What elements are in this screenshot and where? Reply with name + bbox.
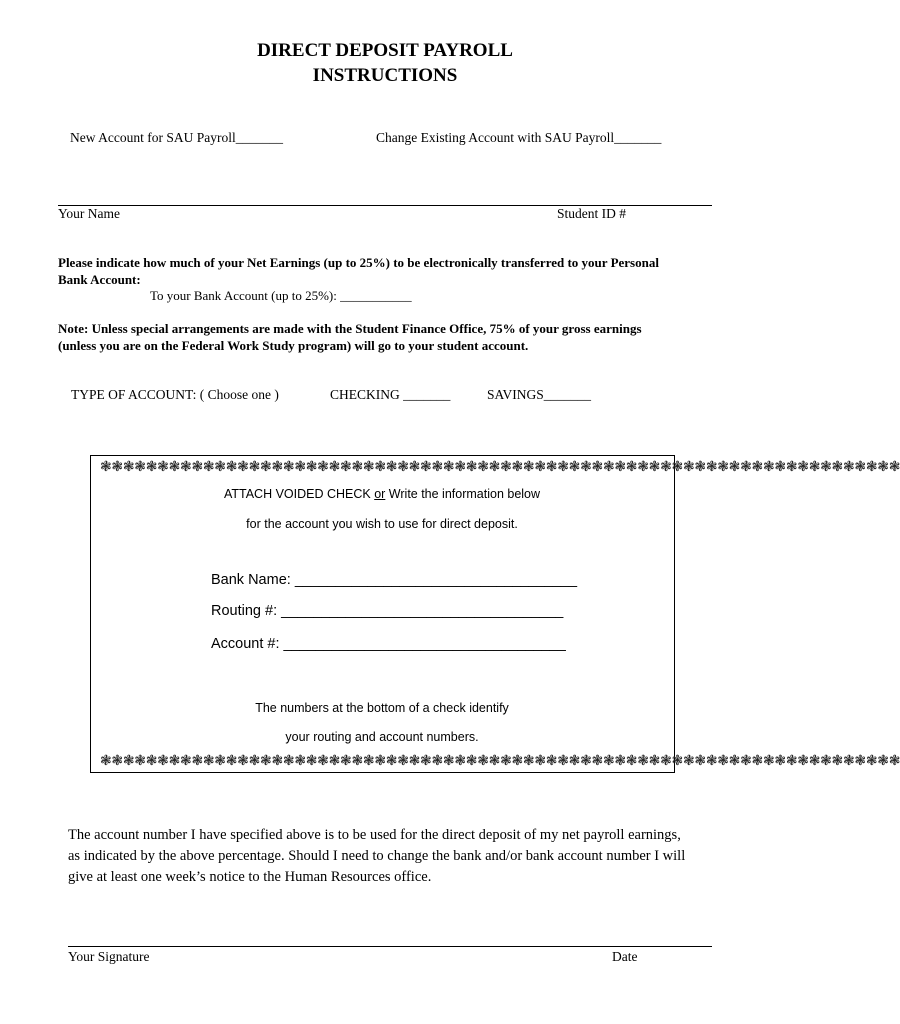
attach-instruction-line1 xyxy=(91,487,673,501)
authorization-line1: The account number I have specified above is to be used for the direct deposit of my net payroll earnings, xyxy=(68,827,681,843)
your-name-label: Your Name xyxy=(58,206,121,221)
note-line1: Note: Unless special arrangements are made with the Student Finance Office, 75% of your gross earnings xyxy=(58,321,642,336)
attach-prefix: ATTACH VOIDED CHECK xyxy=(223,487,375,501)
routing-number-field[interactable]: Routing #: ___________________________________ xyxy=(211,603,564,619)
note-line2: (unless you are on the Federal Work Study program) will go to your student account. xyxy=(58,338,529,353)
attach-or: or xyxy=(374,487,386,501)
authorization-line3: give at least one week’s notice to the Human Resources office. xyxy=(68,869,432,885)
bottom-star-border: ❃❃❃❃❃❃❃❃❃❃❃❃❃❃❃❃❃❃❃❃❃❃❃❃❃❃❃❃❃❃❃❃❃❃❃❃❃❃❃❃❃❃❃❃❃❃❃❃❃❃❃❃❃❃❃❃❃❃❃❃❃❃❃❃❃❃❃❃❃❃ xyxy=(100,753,900,769)
check-footer-line2: your routing and account numbers. xyxy=(285,730,479,744)
checking-option[interactable]: CHECKING _______ xyxy=(330,387,451,402)
bank-name-field[interactable]: Bank Name: ___________________________________ xyxy=(211,572,578,588)
date-label: Date xyxy=(612,949,638,964)
top-star-border: ❃❃❃❃❃❃❃❃❃❃❃❃❃❃❃❃❃❃❃❃❃❃❃❃❃❃❃❃❃❃❃❃❃❃❃❃❃❃❃❃❃❃❃❃❃❃❃❃❃❃❃❃❃❃❃❃❃❃❃❃❃❃❃❃❃❃❃❃❃❃ xyxy=(100,459,900,475)
signature-line[interactable] xyxy=(68,946,712,947)
savings-option[interactable]: SAVINGS_______ xyxy=(487,387,592,402)
check-footer-line1: The numbers at the bottom of a check identify xyxy=(255,701,509,715)
change-account-option[interactable]: Change Existing Account with SAU Payroll_______ xyxy=(376,130,662,145)
account-type-label: TYPE OF ACCOUNT: ( Choose one ) xyxy=(71,387,279,402)
form-title-line1: DIRECT DEPOSIT PAYROLL xyxy=(257,40,513,61)
form-title-line2: INSTRUCTIONS xyxy=(312,65,458,86)
bank-info-box xyxy=(90,455,900,773)
new-account-option[interactable]: New Account for SAU Payroll_______ xyxy=(70,130,283,145)
net-earnings-instruction-line1: Please indicate how much of your Net Earnings (up to 25%) to be electronically transferred to your Personal xyxy=(58,255,659,270)
attach-instruction-line2: for the account you wish to use for direct deposit. xyxy=(246,517,518,531)
net-earnings-instruction-line2: Bank Account: xyxy=(58,272,141,287)
signature-label: Your Signature xyxy=(68,949,150,964)
student-id-label: Student ID # xyxy=(557,206,626,221)
attach-suffix: Write the information below xyxy=(385,487,541,501)
authorization-line2: as indicated by the above percentage. Should I need to change the bank and/or bank account number I will xyxy=(68,848,686,864)
bank-account-percent-field[interactable]: To your Bank Account (up to 25%): ___________ xyxy=(150,288,412,303)
account-number-field[interactable]: Account #: ___________________________________ xyxy=(211,636,566,652)
